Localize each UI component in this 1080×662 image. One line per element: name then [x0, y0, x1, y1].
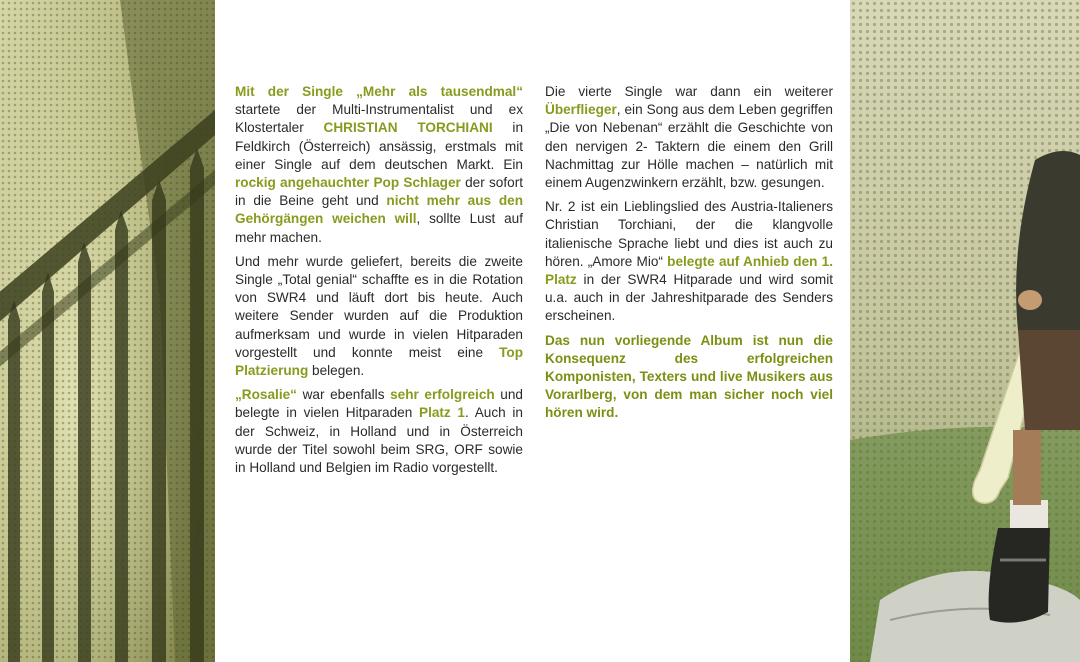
text-run: , ein Song aus dem Leben gegriffen „Die von Nebenan“ erzählt die Geschichte von den nervigen 2- Taktern die einem den Grill Nachmittag zur Hölle machen – natürlich mit einem Augenzwinkern erzählt, bzw. gesungen.: [545, 102, 833, 191]
text-run: . Auch in der Schweiz, in Holland und in Österreich wurde der Titel sowohl beim SRG, ORF sowie in Holland und Belgien im Radio vorgestellt.: [235, 405, 523, 476]
staircase-photo: [0, 0, 215, 662]
text-run: belegen.: [308, 363, 365, 379]
musician-image: [850, 0, 1080, 662]
ueberflieger-highlight: Überflieger: [545, 102, 617, 118]
artist-name-highlight: CHRISTIAN TORCHIANI: [323, 120, 493, 136]
rosalie-highlight: „Rosalie“: [235, 387, 297, 403]
paragraph-second-single: [235, 253, 523, 380]
single-title-highlight: Mit der Single „Mehr als tausendmal“: [235, 84, 523, 99]
text-run: der sofort in die Beine geht und: [235, 175, 524, 209]
text-run: in Feldkirch (Österreich) ansässig, erstmals mit einer Single auf dem deutschen Markt. Ein: [235, 120, 523, 172]
text-run: Und mehr wurde geliefert, bereits die zweite Single „Total genial“ schaffte es in die Rotation von SWR4 und läuft dort bis heute. Auch weitere Sender wurden auf die Produktion aufmerksam und wurde in vielen Hitparaden vorgestellt und konnte meist eine: [235, 253, 523, 360]
paragraph-intro: [235, 83, 523, 247]
text-run: Die vierte Single war dann ein weiterer: [545, 84, 833, 99]
paragraph-rosalie: [235, 386, 523, 477]
text-run: war ebenfalls: [296, 387, 391, 403]
text-run: in der SWR4 Hitparade und wird somit u.a. auch in der Jahreshitparade des Senders erscheinen.: [545, 272, 833, 324]
paragraph-album-conclusion: [545, 332, 833, 423]
text-run: startete der Multi-Instrumentalist und ex Klostertaler: [235, 102, 523, 136]
text-column-right: [545, 83, 833, 429]
staircase-image: [0, 0, 215, 662]
paragraph-fourth-single: [545, 83, 833, 192]
text-run: und belegte in vielen Hitparaden: [235, 387, 523, 421]
successful-highlight: sehr erfolgreich: [390, 387, 495, 403]
musician-photo: [850, 0, 1080, 662]
text-panel: [215, 0, 850, 662]
first-place-highlight: belegte auf Anhieb den 1. Platz: [545, 253, 834, 288]
text-run: , sollte Lust auf mehr machen.: [235, 211, 523, 245]
text-column-left: [235, 83, 523, 483]
catchy-highlight: nicht mehr aus den Gehörgängen weichen will: [235, 193, 523, 227]
text-run: Nr. 2 ist ein Lieblingslied des Austria-Italieners Christian Torchiani, der die klangvolle italienische Sprache liebt und dies ist auch zu hören. „Amore Mio“: [545, 199, 833, 269]
top-placement-highlight: Top Platzierung: [235, 344, 523, 379]
paragraph-amore-mio: [545, 198, 833, 325]
album-conclusion-highlight: Das nun vorliegende Album ist nun die Konsequenz des erfolgreichen Komponisten, Texters und live Musikers aus Vorarlberg, von dem man sicher noch viel hören wird.: [545, 332, 833, 421]
rank-one-highlight: Platz 1: [419, 405, 465, 421]
genre-highlight: rockig angehauchter Pop Schlager: [235, 175, 461, 191]
